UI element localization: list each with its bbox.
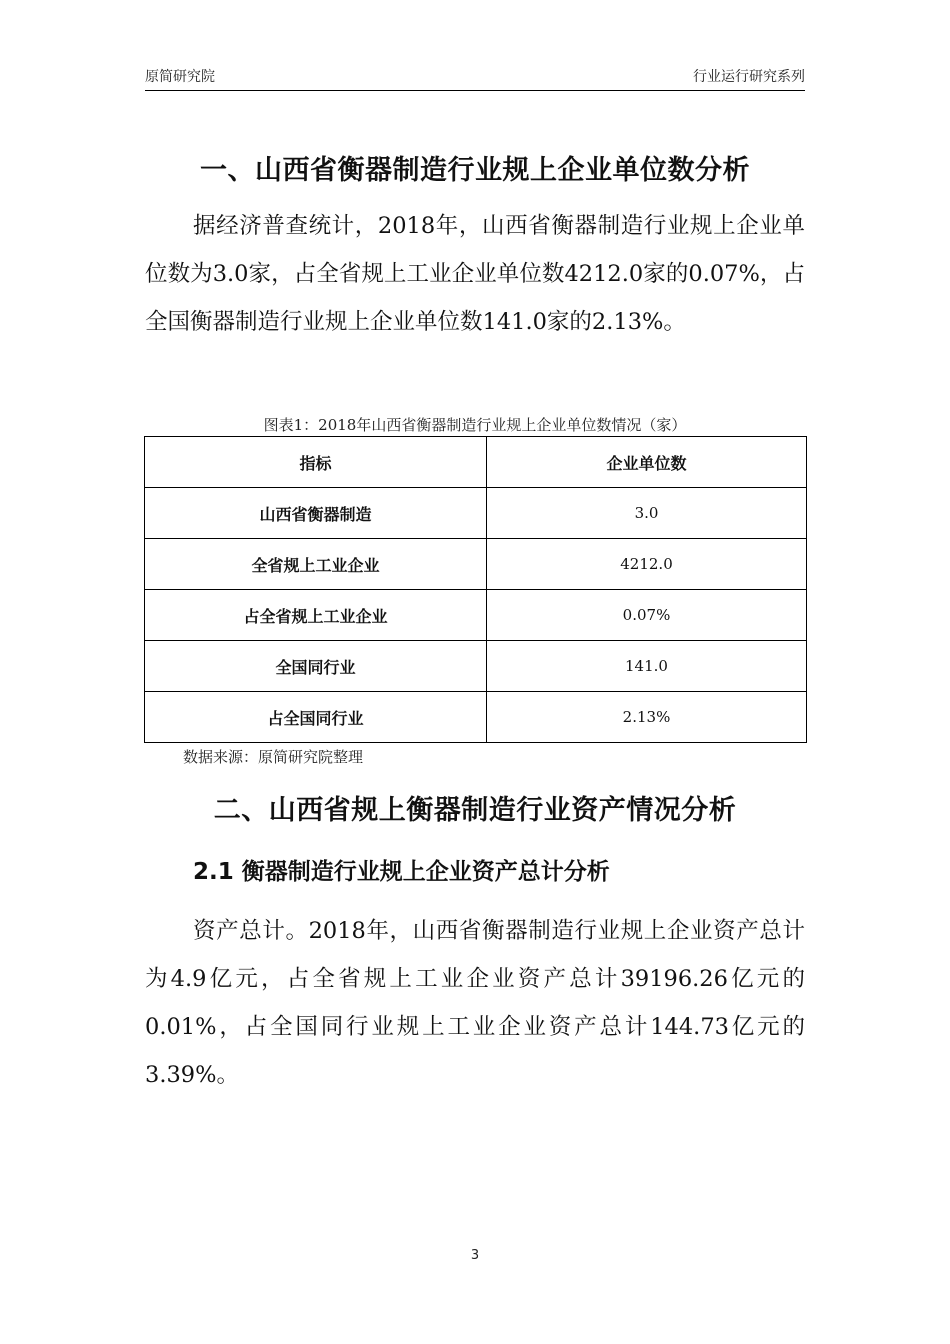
header-rule [145,90,805,91]
section-1-paragraph: 据经济普查统计，2018年，山西省衡器制造行业规上企业单位数为3.0家，占全省规上工业企业单位数4212.0家的0.07%，占全国衡器制造行业规上企业单位数141.0家的2.13%。 [145,213,805,335]
table-row [145,539,807,590]
table-1-caption: 图表1：2018年山西省衡器制造行业规上企业单位数情况（家） [263,416,687,434]
row-label: 全省规上工业企业 [145,539,487,590]
table-row [145,488,807,539]
column-header-indicator: 指标 [145,437,487,488]
row-value: 4212.0 [487,539,807,590]
row-value: 141.0 [487,641,807,692]
page-number: 3 [470,1248,480,1263]
section-2-1-subtitle: 2.1 衡器制造行业规上企业资产总计分析 [193,859,610,885]
table-1 [144,436,807,743]
table-row [145,590,807,641]
column-header-enterprise-count: 企业单位数 [487,437,807,488]
section-2-title: 二、山西省规上衡器制造行业资产情况分析 [213,795,737,826]
table-row [145,692,807,743]
table-header-row [145,437,807,488]
row-label: 全国同行业 [145,641,487,692]
row-label: 占全国同行业 [145,692,487,743]
header-series-name: 行业运行研究系列 [693,69,805,85]
row-label: 山西省衡器制造 [145,488,487,539]
section-1-title: 一、山西省衡器制造行业规上企业单位数分析 [200,155,750,186]
table-1-source: 数据来源：原简研究院整理 [183,748,364,766]
header-org-name: 原简研究院 [145,69,215,85]
row-value: 0.07% [487,590,807,641]
row-label: 占全省规上工业企业 [145,590,487,641]
row-value: 3.0 [487,488,807,539]
row-value: 2.13% [487,692,807,743]
table-row [145,641,807,692]
section-2-paragraph: 资产总计。2018年，山西省衡器制造行业规上企业资产总计为4.9亿元，占全省规上工业企业资产总计39196.26亿元的0.01%，占全国同行业规上工业企业资产总计144.73亿元的3.39%。 [145,918,805,1088]
